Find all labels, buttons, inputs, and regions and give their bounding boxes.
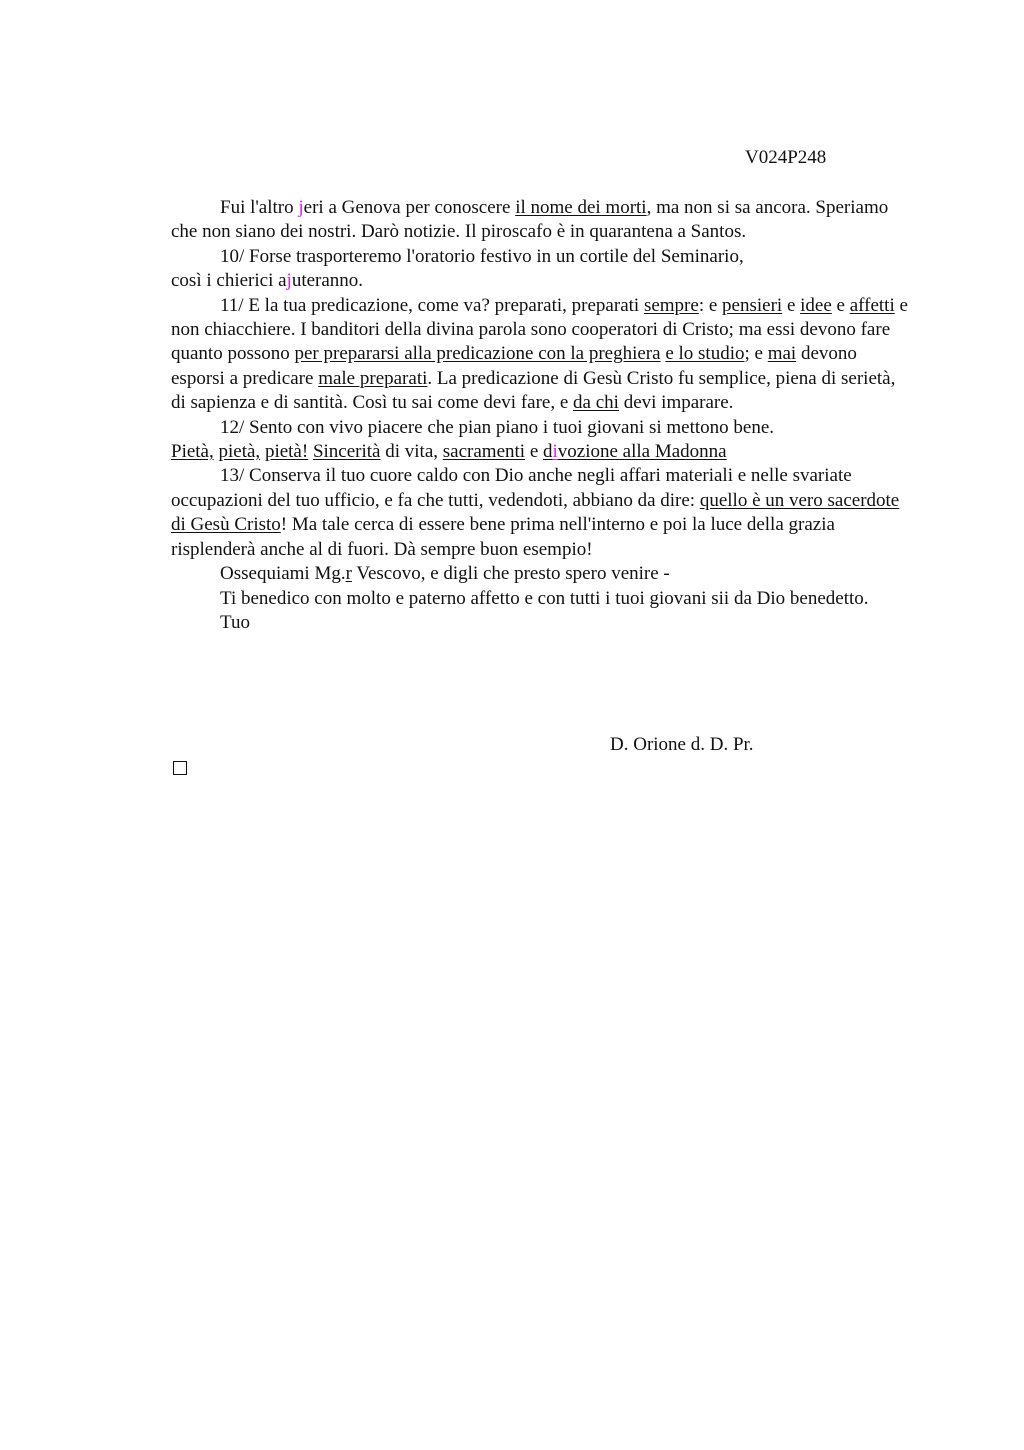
paragraph-11 <box>171 294 911 416</box>
underlined-text: Pietà, <box>171 441 214 463</box>
highlighted-letter: j <box>298 197 304 218</box>
text: ; e <box>744 343 768 365</box>
text: Ossequiami Mg. <box>220 563 346 585</box>
page-id: V024P248 <box>745 147 827 168</box>
underlined-text: male preparati <box>318 367 428 389</box>
highlighted-letter: i <box>552 441 558 463</box>
text: devono esporsi a predicare <box>171 343 857 389</box>
text: uteranno. <box>291 270 364 292</box>
underlined-text: pietà, <box>218 441 261 463</box>
highlighted-letter: j <box>286 270 292 292</box>
paragraph-genova <box>171 196 911 245</box>
paragraph-ossequi <box>171 562 911 586</box>
text: e <box>831 294 850 316</box>
text: Fui l'altro <box>220 197 299 218</box>
text: ! Ma tale cerca di essere bene prima nell'interno e poi la luce della grazia risplenderà anche al di fuori. Dà sempre buon esempio! <box>171 514 835 560</box>
text: 11/ E la tua predicazione, come va? preparati, preparati <box>220 294 644 316</box>
paragraph-12-line1: 12/ Sento con vivo piacere che pian piano i tuoi giovani si mettono bene. <box>220 416 775 438</box>
text: di vita, <box>380 441 443 463</box>
underlined-text: d <box>543 441 553 463</box>
paragraph-tuo: Tuo <box>220 611 250 633</box>
text: devi imparare. <box>618 392 734 414</box>
text: : e <box>698 294 723 316</box>
underlined-text: sempre <box>643 294 699 316</box>
paragraph-benedico: Ti benedico con molto e paterno affetto e con tutti i tuoi giovani sii da Dio benedetto. <box>220 587 869 609</box>
text: , ma non si sa ancora. Speriamo che non siano dei nostri. Darò notizie. Il piroscafo è in quarantena a Santos. <box>171 197 889 243</box>
underlined-text: il nome dei morti <box>515 197 647 218</box>
underlined-text: r <box>345 563 352 585</box>
letter-body <box>171 196 911 635</box>
paragraph-10-line1: 10/ Forse trasporteremo l'oratorio festivo in un cortile del Seminario, <box>220 245 744 267</box>
underlined-text: Sincerità <box>312 441 381 463</box>
underlined-text: pietà! <box>264 441 309 463</box>
text: e <box>525 441 543 463</box>
signature: D. Orione d. D. Pr. <box>610 734 754 755</box>
underlined-text: pensieri <box>722 294 783 316</box>
underlined-text: sacramenti <box>442 441 526 463</box>
text: eri a Genova per conoscere <box>303 197 516 218</box>
text: occupazioni del tuo ufficio, e fa che tutti, vedendoti, abbiano da dire: <box>171 489 700 511</box>
text: e non chiacchiere. I banditori della divina parola sono cooperatori di Cristo; ma essi devono fare quanto possono <box>171 294 908 365</box>
underlined-text: vozione alla Madonna <box>557 441 727 463</box>
text: così i chierici a <box>171 270 287 292</box>
underlined-text: affetti <box>849 294 895 316</box>
underlined-text: mai <box>767 343 797 365</box>
underlined-text: da chi <box>573 392 619 414</box>
underlined-text: per prepararsi alla predicazione con la preghiera <box>294 343 661 365</box>
paragraph-12-line2 <box>171 440 911 464</box>
paragraph-10-line2 <box>171 269 911 293</box>
text: . La predicazione di Gesù Cristo fu semplice, piena di serietà, di sapienza e di santità. Così tu sai come devi fare, e <box>171 367 896 414</box>
text: Vescovo, e digli che presto spero venire - <box>351 563 670 585</box>
underlined-text: e lo studio <box>665 343 745 365</box>
underlined-text: idee <box>800 294 832 316</box>
square-box-icon <box>173 761 187 775</box>
underlined-text: quello è un vero sacerdote di Gesù Cristo <box>171 489 900 536</box>
text: e <box>782 294 801 316</box>
paragraph-13-line1: 13/ Conserva il tuo cuore caldo con Dio anche negli affari materiali e nelle svariate <box>220 465 852 487</box>
paragraph-13-body <box>171 489 911 562</box>
